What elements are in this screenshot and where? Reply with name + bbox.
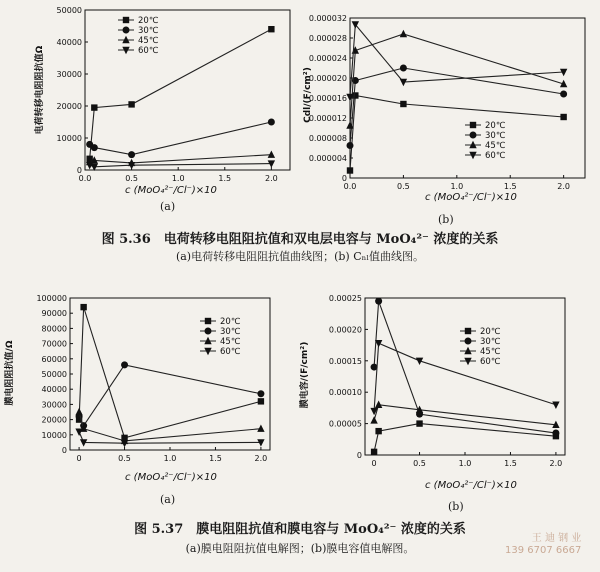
data-point — [257, 425, 264, 432]
legend-marker — [205, 328, 212, 335]
y-tick-label: 0.000020 — [308, 74, 347, 83]
y-tick-label: 0.000012 — [308, 114, 347, 123]
legend-label: 20℃ — [138, 16, 159, 26]
y-tick-label: 40000 — [56, 38, 82, 47]
legend-marker — [205, 318, 211, 324]
x-tick-label: 0.0 — [343, 182, 357, 191]
legend-marker — [123, 27, 130, 34]
figure-537-subcaption: (a)膜电阻阻抗值电解图；(b)膜电容值电解图。 — [185, 542, 415, 555]
chart-b37 — [295, 283, 600, 508]
y-tick-label: 80000 — [41, 324, 67, 334]
plot-frame — [350, 18, 585, 178]
legend — [460, 327, 501, 367]
data-point — [375, 298, 382, 305]
data-point — [400, 65, 407, 72]
data-point — [268, 26, 274, 32]
x-tick-label: 1.5 — [209, 454, 222, 463]
legend-label: 60℃ — [220, 347, 241, 357]
legend-label: 20℃ — [485, 121, 506, 131]
legend-label: 20℃ — [220, 317, 241, 327]
series-line — [90, 122, 272, 155]
watermark-line1: 王 迪 钢 业 — [531, 533, 582, 544]
data-point — [347, 167, 353, 173]
data-point — [400, 101, 406, 107]
legend-marker — [465, 328, 471, 334]
data-point — [375, 401, 382, 408]
x-tick-label: 0 — [76, 454, 82, 463]
chart-b36 — [295, 0, 600, 215]
series-1 — [347, 65, 568, 150]
x-tick-label: 1.0 — [458, 459, 472, 468]
y-tick-label: 0.000032 — [308, 14, 347, 23]
data-point — [128, 101, 134, 107]
y-tick-label: 0 — [356, 451, 362, 460]
x-axis-label: c (MoO₄²⁻/Cl⁻)×10 — [425, 480, 517, 491]
x-tick-label: 1.0 — [171, 174, 185, 183]
data-point — [371, 449, 377, 455]
x-tick-label: 0.5 — [118, 454, 131, 463]
data-point — [552, 402, 559, 409]
y-tick-label: 20000 — [41, 415, 67, 425]
x-tick-label: 0.5 — [397, 182, 410, 191]
y-tick-label: 50000 — [56, 6, 82, 15]
x-tick-label: 1.5 — [218, 174, 232, 183]
series-line — [90, 164, 272, 167]
series-0 — [347, 92, 567, 173]
legend-label: 45℃ — [138, 36, 159, 46]
legend-label: 60℃ — [485, 151, 506, 161]
legend-label: 60℃ — [480, 357, 501, 367]
legend-label: 45℃ — [220, 337, 241, 347]
data-point — [268, 119, 275, 126]
legend — [118, 16, 159, 56]
y-tick-label: 50000 — [41, 370, 67, 379]
data-point — [400, 79, 407, 86]
y-axis-label: 膜电容/(F/cm²) — [300, 341, 310, 409]
x-tick-label: 0.0 — [78, 174, 92, 183]
data-point — [91, 144, 98, 151]
legend-label: 30℃ — [480, 337, 501, 347]
x-tick-label: 1.0 — [450, 182, 464, 191]
y-tick-label: 0 — [341, 174, 347, 183]
x-tick-label: 2.0 — [264, 174, 278, 183]
data-point — [80, 304, 86, 310]
x-tick-label: 2.0 — [254, 454, 268, 463]
series-line — [374, 301, 556, 433]
series-0 — [371, 420, 559, 455]
data-point — [75, 429, 82, 436]
y-tick-label: 0 — [76, 166, 82, 175]
figure-536-caption: 图 5.36 电荷转移电阻阻抗值和双电层电容与 MoO₄²⁻ 浓度的关系 — [101, 232, 499, 247]
data-point — [416, 420, 422, 426]
y-tick-label: 0.00020 — [328, 325, 362, 335]
series-line — [350, 25, 564, 98]
series-line — [374, 405, 556, 425]
y-tick-label: 40000 — [41, 385, 67, 395]
data-point — [347, 142, 354, 149]
y-tick-label: 0.00025 — [328, 294, 362, 303]
y-tick-label: 0.00015 — [328, 356, 362, 366]
data-point — [560, 114, 566, 120]
subfig-label-a37: (a) — [160, 493, 176, 506]
legend-marker — [123, 17, 129, 23]
x-axis-label: c (MoO₄²⁻/Cl⁻)×10 — [425, 192, 517, 203]
y-tick-label: 0.000008 — [308, 134, 347, 143]
x-tick-label: 0.5 — [125, 174, 138, 183]
subfig-label-b37: (b) — [448, 500, 464, 513]
data-point — [375, 428, 381, 434]
y-tick-label: 60000 — [41, 354, 67, 364]
data-point — [268, 150, 275, 157]
series-0 — [86, 26, 274, 162]
series-2 — [370, 401, 559, 428]
x-tick-label: 2.0 — [549, 459, 563, 468]
data-point — [370, 416, 377, 423]
y-tick-label: 10000 — [56, 134, 82, 143]
chart-a36 — [0, 0, 300, 215]
data-point — [352, 92, 358, 98]
legend-label: 45℃ — [480, 347, 501, 357]
series-line — [90, 29, 272, 159]
legend-marker — [470, 122, 476, 128]
series-1 — [86, 119, 275, 159]
y-tick-label: 0.000028 — [308, 34, 347, 43]
figure-536-subcaption: (a)电荷转移电阻阻抗值曲线图；(b) Cₙₗ值曲线图。 — [175, 250, 425, 263]
y-tick-label: 0.000016 — [308, 94, 347, 103]
y-tick-label: 100000 — [36, 294, 67, 303]
x-tick-label: 1.0 — [163, 454, 177, 463]
data-point — [552, 430, 559, 437]
data-point — [346, 121, 353, 128]
figure-537-caption: 图 5.37 膜电阻阻抗值和膜电容与 MoO₄²⁻ 浓度的关系 — [134, 522, 466, 537]
y-tick-label: 70000 — [41, 339, 67, 349]
legend-label: 45℃ — [485, 141, 506, 151]
x-tick-label: 1.5 — [503, 182, 517, 191]
series-line — [350, 96, 564, 171]
legend — [200, 317, 241, 357]
y-axis-label: 膜电阻阻抗值/Ω — [5, 340, 15, 406]
x-tick-label: 0 — [371, 459, 377, 468]
legend-marker — [465, 338, 472, 345]
series-line — [374, 424, 556, 452]
series-line — [79, 365, 261, 426]
legend-label: 30℃ — [485, 131, 506, 141]
y-tick-label: 30000 — [41, 400, 67, 410]
series-1 — [371, 298, 560, 437]
x-tick-label: 0.5 — [413, 459, 426, 468]
data-point — [400, 30, 407, 37]
y-tick-label: 0.00005 — [328, 419, 362, 429]
legend-label: 30℃ — [138, 26, 159, 36]
legend-label: 20℃ — [480, 327, 501, 337]
plot-frame — [365, 298, 565, 455]
plot-frame — [85, 10, 290, 170]
series-line — [79, 412, 261, 441]
series-line — [79, 432, 261, 443]
chart-a37 — [0, 283, 300, 508]
y-axis-label: 电荷转移电阻阻抗值Ω — [35, 45, 45, 135]
legend — [465, 121, 506, 161]
x-axis-label: c (MoO₄²⁻/Cl⁻)×10 — [125, 472, 217, 483]
subfig-label-a36: (a) — [160, 200, 176, 213]
y-tick-label: 0.000004 — [308, 154, 347, 163]
y-axis-label: Cdl/(F/cm²) — [303, 67, 313, 123]
x-axis-label: c (MoO₄²⁻/Cl⁻)×10 — [125, 185, 217, 196]
data-point — [75, 408, 82, 415]
series-line — [90, 155, 272, 163]
data-point — [258, 398, 264, 404]
series-2 — [346, 30, 567, 129]
subfig-label-b36: (b) — [438, 213, 454, 226]
y-tick-label: 0.000024 — [308, 54, 347, 63]
data-point — [91, 104, 97, 110]
series-line — [350, 68, 564, 146]
y-tick-label: 90000 — [41, 309, 67, 319]
legend-marker — [470, 132, 477, 139]
legend-label: 30℃ — [220, 327, 241, 337]
y-tick-label: 30000 — [56, 70, 82, 79]
watermark — [505, 533, 581, 557]
series-line — [350, 34, 564, 126]
y-tick-label: 20000 — [56, 102, 82, 111]
y-tick-label: 0 — [61, 446, 67, 455]
y-tick-label: 0.00010 — [328, 388, 362, 398]
data-point — [121, 361, 128, 368]
legend-label: 60℃ — [138, 46, 159, 56]
watermark-line2: 139 6707 6667 — [505, 545, 582, 556]
x-tick-label: 2.0 — [557, 182, 571, 191]
data-point — [128, 151, 135, 158]
data-point — [560, 91, 567, 98]
x-tick-label: 1.5 — [504, 459, 517, 468]
y-tick-label: 10000 — [41, 430, 67, 440]
data-point — [257, 390, 264, 397]
